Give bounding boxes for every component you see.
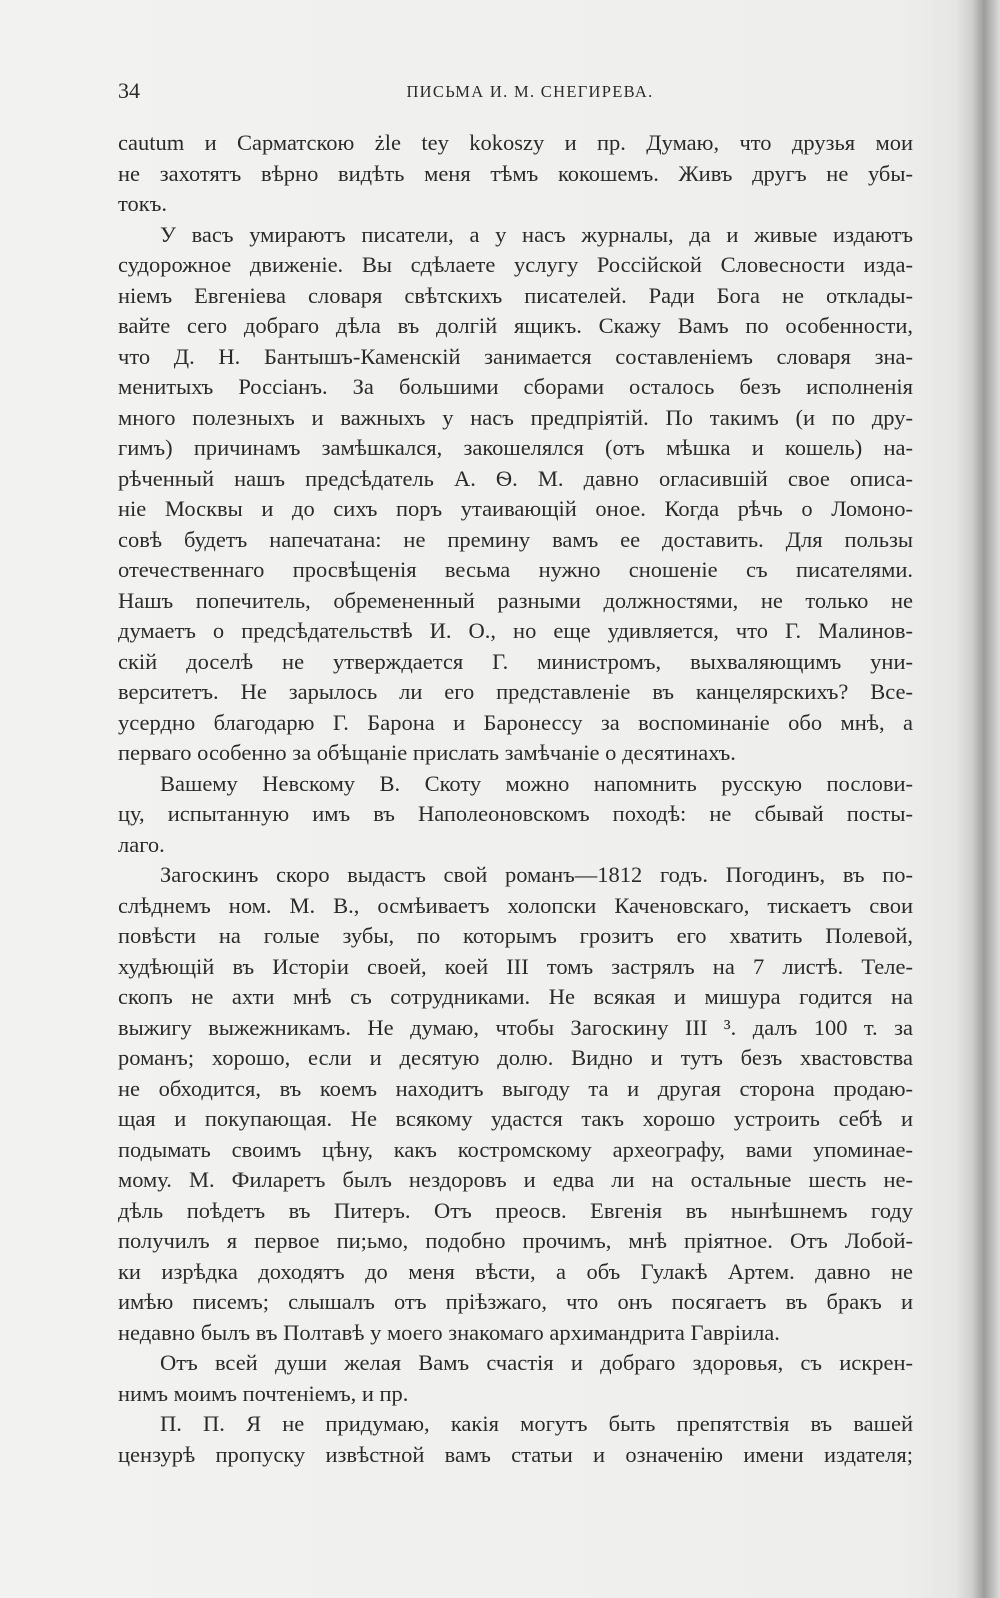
paragraph [118, 220, 913, 769]
paragraph [118, 128, 913, 220]
text-line: нимъ моимъ почтеніемъ, и пр. [118, 1380, 409, 1406]
text-line: Отъ всей души желая Вамъ счастія и добраго здоровья, съ искрен- [160, 1350, 913, 1375]
text-line: недавно былъ въ Полтавѣ у моего знакомаго архимандрита Гавріила. [118, 1319, 780, 1345]
paragraph [118, 1348, 913, 1409]
text-line: У васъ умираютъ писатели, а у насъ журналы, да и живые издаютъ [160, 221, 913, 247]
text-line: перваго особенно за обѣщаніе прислать замѣчаніе о десятинахъ. [118, 740, 736, 765]
text-line: Вашему Невскому В. Скоту можно напомнить русскую послови- [160, 770, 913, 796]
paragraph [118, 860, 913, 1348]
text-line: отечественнаго просвѣщенія весьма нужно сношеніе съ писателями. [118, 557, 913, 582]
text-line: cautum и Сарматскою żle tey kokoszy и пр. Думаю, что друзья мои [118, 130, 913, 155]
text-line: получилъ я первое пи;ьмо, подобно прочимъ, мнѣ пріятное. Отъ Лобой- [118, 1228, 913, 1253]
text-line: вайте сего добраго дѣла въ долгій ящикъ. Скажу Вамъ по особенности, [118, 313, 913, 338]
text-line: ки изрѣдка доходятъ до меня вѣсти, а объ Гулакѣ Артем. давно не [118, 1258, 913, 1284]
text-line: ніемъ Евгеніева словаря свѣтскихъ писателей. Ради Бога не отклады- [118, 282, 913, 308]
text-line: имѣю писемъ; слышалъ отъ пріѣзжаго, что онъ посягаетъ въ бракъ и [118, 1289, 913, 1314]
text-line: щая и покупающая. Не всякому удастся такъ хорошо устроить себѣ и [118, 1106, 913, 1131]
page-number: 34 [118, 78, 140, 103]
text-line: токъ. [118, 191, 167, 216]
text-line: скій доселѣ не утверждается Г. министромъ, выхваляющимъ уни- [118, 648, 913, 674]
text-line: слѣднемъ ном. М. В., осмѣиваетъ холопски Каченовскаго, тискаетъ свои [118, 892, 913, 918]
text-line: цензурѣ пропуску извѣстной вамъ статьи и означенію имени издателя; [118, 1441, 913, 1467]
text-line: не захотятъ вѣрно видѣть меня тѣмъ кокошемъ. Живъ другъ не убы- [118, 160, 913, 186]
text-line: романъ; хорошо, если и десятую долю. Видно и тутъ безъ хвастовства [118, 1045, 913, 1070]
text-line: гимъ) причинамъ замѣшкался, закошелялся (отъ мѣшка и кошель) на- [118, 435, 913, 460]
text-line: что Д. Н. Бантышъ-Каменскій занимается составленіемъ словаря зна- [118, 343, 913, 369]
text-line: судорожное движеніе. Вы сдѣлаете услугу Россійской Словесности изда- [118, 252, 913, 277]
text-line: много полезныхъ и важныхъ у насъ предпріятій. По такимъ (и по дру- [118, 404, 913, 430]
text-line: думаетъ о предсѣдательствѣ И. О., но еще удивляется, что Г. Малинов- [118, 618, 913, 643]
text-line: скопъ не ахти мнѣ съ сотрудниками. Не всякая и мишура годится на [118, 984, 913, 1009]
text-line: подымать своимъ цѣну, какъ костромскому археографу, вами упоминае- [118, 1136, 913, 1162]
text-line: Загоскинъ скоро выдастъ свой романъ—1812 годъ. Погодинъ, въ по- [160, 862, 913, 887]
text-line: мому. М. Филаретъ былъ нездоровъ и едва ли на остальные шесть не- [118, 1167, 913, 1192]
text-line: рѣченный нашъ предсѣдатель А. Ѳ. М. давно огласившій свое описа- [118, 465, 913, 491]
running-title: ПИСЬМА И. М. СНЕГИРЕВА. [406, 82, 654, 101]
text-line: усердно благодарю Г. Барона и Баронессу за воспоминаніе обо мнѣ, а [118, 709, 913, 735]
text-line: Нашъ попечитель, обремененный разными должностями, не только не [118, 587, 913, 613]
text-line: цу, испытанную имъ въ Наполеоновскомъ походѣ: не сбывай посты- [118, 801, 913, 826]
text-line: совѣ будетъ напечатана: не премину вамъ ее доставить. Для пользы [118, 526, 913, 552]
text-line: не обходится, въ коемъ находитъ выгоду та и другая сторона продаю- [118, 1075, 913, 1101]
paragraph [118, 769, 913, 861]
paragraph [118, 1409, 913, 1470]
text-line: верситетъ. Не зарылось ли его представленіе въ канцелярскихъ? Все- [118, 679, 913, 704]
text-line: худѣющій въ Исторіи своей, коей III томъ застрялъ на 7 листѣ. Теле- [118, 953, 913, 979]
text-line: дѣль поѣдетъ въ Питеръ. Отъ преосв. Евгенія въ нынѣшнемъ году [118, 1197, 913, 1223]
text-line: ніе Москвы и до сихъ поръ утаивающій оное. Когда рѣчь о Ломоно- [118, 496, 913, 521]
text-line: выжигу выжежникамъ. Не думаю, чтобы Загоскину III ³. далъ 100 т. за [118, 1014, 913, 1040]
text-line: повѣсти на голые зубы, по которымъ грозитъ его хватить Полевой, [118, 923, 913, 948]
text-line: П. П. Я не придумаю, какія могутъ быть препятствія въ вашей [160, 1411, 913, 1436]
text-line: лаго. [118, 831, 165, 857]
text-line: менитыхъ Россіанъ. За большими сборами осталось безъ исполненія [118, 374, 913, 399]
body-text [118, 128, 913, 1470]
